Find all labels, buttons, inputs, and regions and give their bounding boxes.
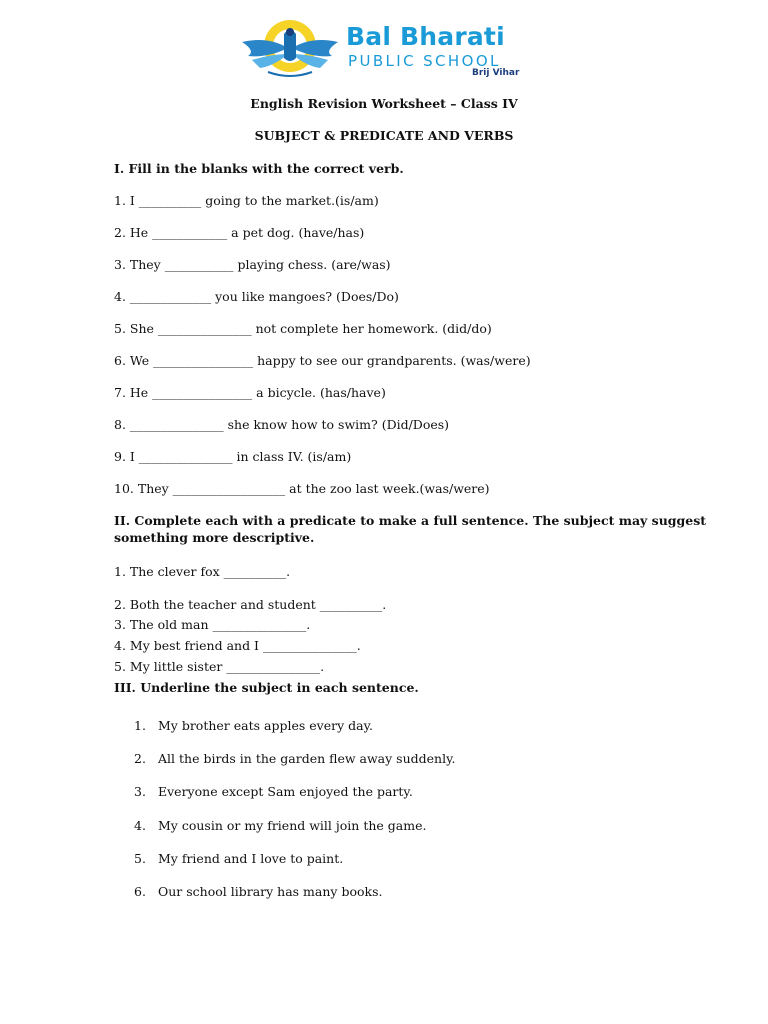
fill-blank-item: 8. _______________ she know how to swim? (Did/Does) [114,417,450,432]
school-emblem-icon [238,14,348,84]
list-item-text: My brother eats apples every day. [158,718,373,733]
list-item-text: Everyone except Sam enjoyed the party. [158,784,413,799]
fill-blank-item: 4. _____________ you like mangoes? (Does/Do) [114,289,399,304]
fill-blank-item: 2. He ____________ a pet dog. (have/has) [114,225,365,240]
list-item-number: 5. [134,851,146,866]
school-logo [238,14,528,84]
list-item-number: 6. [134,884,146,899]
predicate-item: 1. The clever fox __________. [114,564,291,579]
fill-blank-item: 9. I _______________ in class IV. (is/am) [114,449,352,464]
section-3-heading: III. Underline the subject in each sentence. [114,680,419,695]
school-type: PUBLIC SCHOOL [348,52,501,70]
section-1-heading: I. Fill in the blanks with the correct verb. [114,161,404,176]
section-2-heading-line-2: something more descriptive. [114,530,315,545]
fill-blank-item: 3. They ___________ playing chess. (are/was) [114,257,391,272]
list-item-text: My friend and I love to paint. [158,851,344,866]
list-item-text: Our school library has many books. [158,884,383,899]
fill-blank-item: 1. I __________ going to the market.(is/am) [114,193,379,208]
fill-blank-item: 6. We ________________ happy to see our grandparents. (was/were) [114,353,531,368]
predicate-item: 3. The old man _______________. [114,617,311,632]
section-2-heading-line-1: II. Complete each with a predicate to make a full sentence. The subject may suggest [114,513,707,528]
predicate-item: 2. Both the teacher and student __________. [114,597,387,612]
list-item-number: 3. [134,784,146,799]
school-branch: Brij Vihar [472,68,520,78]
worksheet-title: English Revision Worksheet – Class IV [250,96,518,111]
predicate-item: 5. My little sister _______________. [114,659,325,674]
fill-blank-item: 10. They __________________ at the zoo last week.(was/were) [114,481,490,496]
fill-blank-item: 5. She _______________ not complete her homework. (did/do) [114,321,492,336]
predicate-item: 4. My best friend and I _______________. [114,638,361,653]
list-item-number: 4. [134,818,146,833]
list-item-number: 2. [134,751,146,766]
school-name: Bal Bharati [346,22,505,51]
list-item-number: 1. [134,718,146,733]
worksheet-subtitle: SUBJECT & PREDICATE AND VERBS [254,128,514,143]
fill-blank-item: 7. He ________________ a bicycle. (has/have) [114,385,386,400]
list-item-text: My cousin or my friend will join the game. [158,818,427,833]
list-item-text: All the birds in the garden flew away suddenly. [158,751,456,766]
